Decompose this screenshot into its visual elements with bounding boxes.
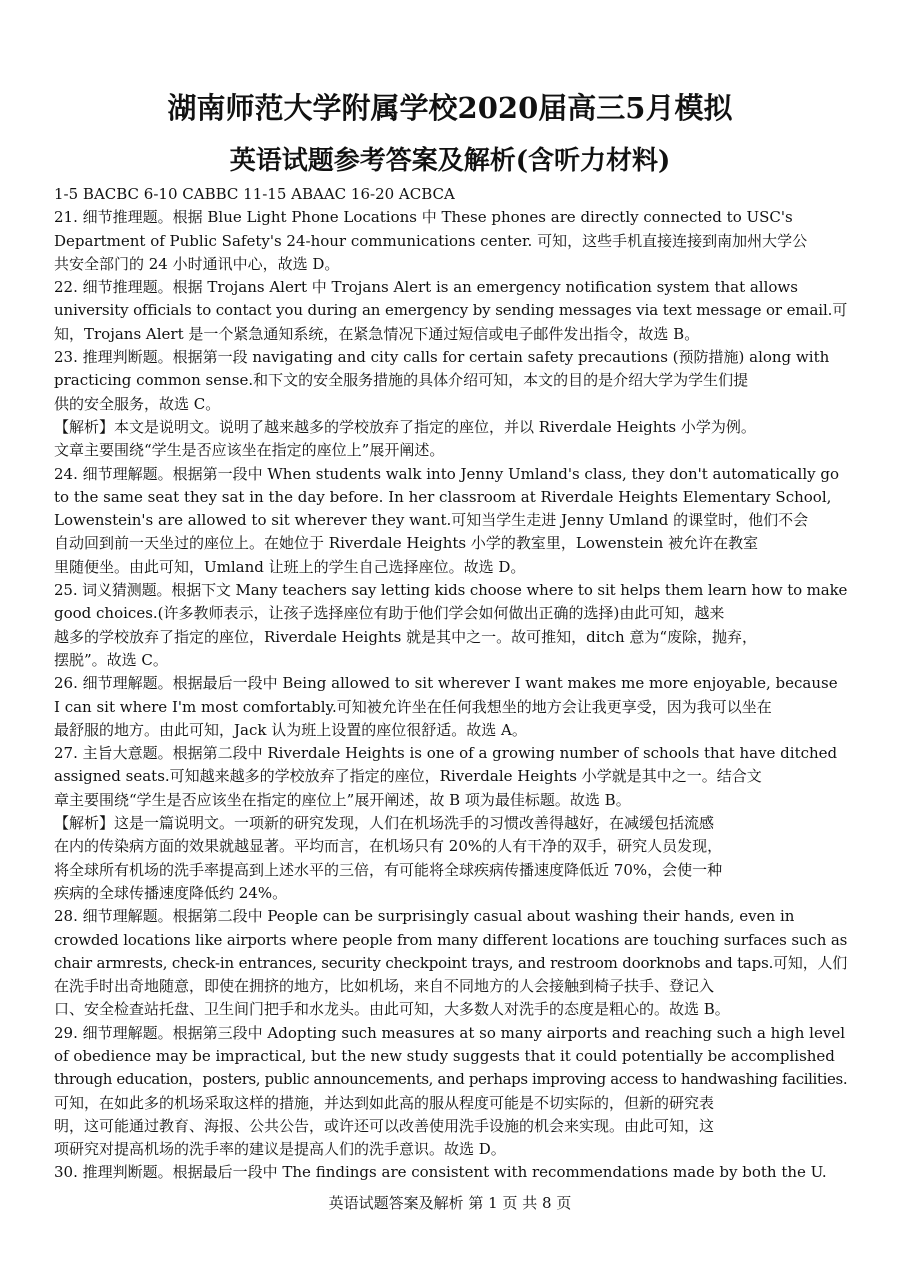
text-line: 共安全部门的 24 小时通讯中心，故选 D。 [54, 254, 340, 273]
text-line: chair armrests, check-in entrances, security checkpoint trays, and restroom doorknobs and taps.可知，人们 [54, 953, 848, 972]
text-line: 21. 细节推理题。根据 Blue Light Phone Locations 中 These phones are directly connected to USC's [54, 208, 793, 227]
text-line: 1-5 BACBC 6-10 CABBC 11-15 ABAAC 16-20 ACBCA [54, 185, 455, 203]
text-line: 在内的传染病方面的效果就越显著。平均而言，在机场只有 20%的人有干净的双手，研究人员发现， [54, 837, 723, 856]
text-line: 在洗手时出奇地随意，即使在拥挤的地方，比如机场，来自不同地方的人会接触到椅子扶手、登记入 [54, 977, 715, 996]
text-line: 23. 推理判断题。根据第一段 navigating and city calls for certain safety precautions (预防措施) along with [54, 348, 830, 367]
text-line: of obedience may be impractical, but the new study suggests that it could potentially be accomplished [54, 1046, 835, 1065]
text-line: 自动回到前一天坐过的座位上。在她位于 Riverdale Heights 小学的教室里，Lowenstein 被允许在教室 [54, 534, 759, 553]
text-line: Department of Public Safety's 24-hour communications center. 可知，这些手机直接连接到南加州大学公 [54, 231, 808, 250]
text-line: 【解析】本文是说明文。说明了越来越多的学校放弃了指定的座位，并以 Riverdale Heights 小学为例。 [54, 417, 756, 436]
text-line: 文章主要围绕“学生是否应该坐在指定的座位上”展开阐述。 [54, 441, 445, 460]
text-line: 口、安全检查站托盘、卫生间门把手和水龙头。由此可知，大多数人对洗手的态度是粗心的。故选 B。 [54, 1000, 730, 1019]
text-line: 明，这可能通过教育、海报、公共公告，或许还可以改善使用洗手设施的机会来实现。由此可知，这 [54, 1116, 715, 1135]
text-line: good choices.(许多教师表示，让孩子选择座位有助于他们学会如何做出正确的选择)由此可知，越来 [54, 604, 725, 623]
text-line: 【解析】这是一篇说明文。一项新的研究发现，人们在机场洗手的习惯改善得越好，在减缓包括流感 [54, 814, 715, 833]
text-line: 将全球所有机场的洗手率提高到上述水平的三倍，有可能将全球疾病传播速度降低近 70%，会使一种 [54, 860, 723, 879]
text-line: crowded locations like airports where people from many different locations are touching surfaces such as [54, 930, 848, 949]
text-line: through education，posters, public announcements, and perhaps improving access to handwashing facilities. [54, 1070, 848, 1089]
text-line: to the same seat they sat in the day before. In her classroom at Riverdale Heights Elementary School, [54, 487, 832, 506]
text-line: 29. 细节理解题。根据第三段中 Adopting such measures at so many airports and reaching such a high level [54, 1023, 845, 1042]
text-line: 25. 词义猜测题。根据下文 Many teachers say letting kids choose where to sit helps them learn how to make [54, 581, 848, 600]
text-line: 摆脱”。故选 C。 [54, 650, 168, 669]
page-footer: 英语试题答案及解析 第 1 页 共 8 页 [328, 1194, 572, 1212]
text-line: 章主要围绕“学生是否应该坐在指定的座位上”展开阐述，故 B 项为最佳标题。故选 B。 [54, 790, 631, 809]
text-line: 27. 主旨大意题。根据第二段中 Riverdale Heights is one of a growing number of schools that have ditched [54, 744, 838, 763]
text-line: 28. 细节理解题。根据第二段中 People can be surprisingly casual about washing their hands, even in [54, 907, 795, 926]
document-title: 湖南师范大学附属学校2020届高三5月模拟 [167, 91, 733, 125]
text-line: 越多的学校放弃了指定的座位，Riverdale Heights 就是其中之一。故可推知，ditch 意为“废除，抛弃， [54, 627, 758, 646]
text-line: 最舒服的地方。由此可知，Jack 认为班上设置的座位很舒适。故选 A。 [54, 720, 527, 739]
text-line: 26. 细节理解题。根据最后一段中 Being allowed to sit wherever I want makes me more enjoyable, because [54, 674, 838, 693]
document-subtitle: 英语试题参考答案及解析(含听力材料) [229, 146, 671, 176]
text-line: 30. 推理判断题。根据最后一段中 The findings are consistent with recommendations made by both the U. [54, 1163, 827, 1182]
text-line: Lowenstein's are allowed to sit wherever they want.可知当学生走进 Jenny Umland 的课堂时，他们不会 [54, 511, 809, 530]
text-line: 22. 细节推理题。根据 Trojans Alert 中 Trojans Alert is an emergency notification system that allows [54, 278, 798, 297]
text-line: practicing common sense.和下文的安全服务措施的具体介绍可知，本文的目的是介绍大学为学生们提 [54, 371, 749, 390]
text-line: 里随便坐。由此可知，Umland 让班上的学生自己选择座位。故选 D。 [54, 557, 526, 576]
text-line: 项研究对提高机场的洗手率的建议是提高人们的洗手意识。故选 D。 [54, 1140, 506, 1159]
text-line: 知，Trojans Alert 是一个紧急通知系统，在紧急情况下通过短信或电子邮件发出指令，故选 B。 [54, 324, 700, 343]
text-line: 可知，在如此多的机场采取这样的措施，并达到如此高的服从程度可能是不切实际的，但新的研究表 [54, 1093, 715, 1112]
text-line: I can sit where I'm most comfortably.可知被允许坐在任何我想坐的地方会让我更享受，因为我可以坐在 [54, 697, 772, 716]
answer-text-body [54, 183, 848, 1185]
text-line: university officials to contact you during an emergency by sending messages via text message or email.可 [54, 301, 848, 320]
text-line: 24. 细节理解题。根据第一段中 When students walk into Jenny Umland's class, they don't automatically go [54, 464, 839, 483]
text-line: assigned seats.可知越来越多的学校放弃了指定的座位，Riverdale Heights 小学就是其中之一。结合文 [54, 767, 762, 786]
text-line: 供的安全服务，故选 C。 [54, 394, 221, 413]
text-line: 疾病的全球传播速度降低约 24%。 [54, 883, 288, 902]
